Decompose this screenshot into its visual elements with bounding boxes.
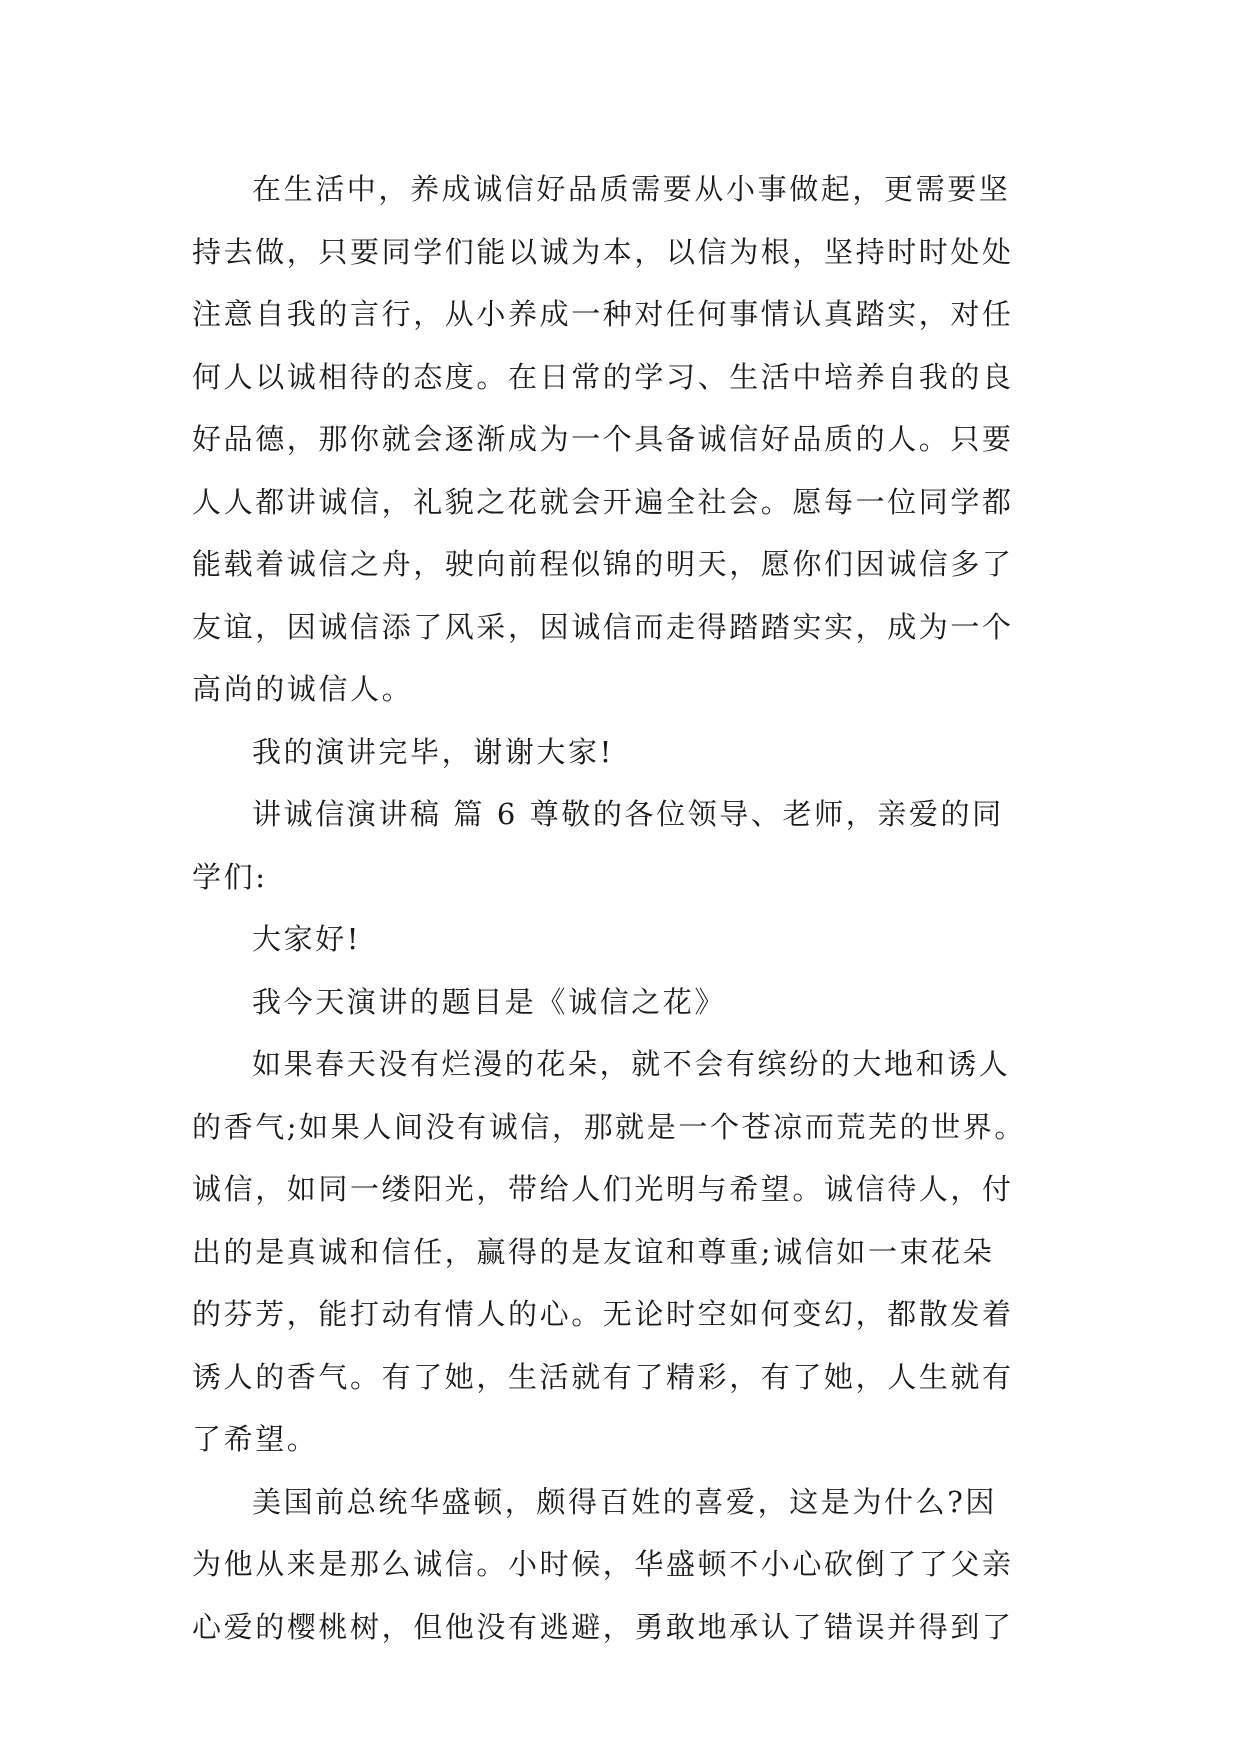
text-line: 心爱的樱桃树，但他没有逃避，勇敢地承认了错误并得到了 bbox=[192, 1609, 1014, 1644]
text-line: 何人以诚相待的态度。在日常的学习、生活中培养自我的良 bbox=[192, 359, 1014, 394]
text-line: 的芬芳，能打动有情人的心。无论时空如何变幻，都散发着 bbox=[192, 1297, 1014, 1331]
document-body bbox=[192, 158, 1050, 1658]
text-line: 人人都讲诚信，礼貌之花就会开遍全社会。愿每一位同学都 bbox=[192, 484, 1014, 519]
text-line: 诚信，如同一缕阳光，带给人们光明与希望。诚信待人，付 bbox=[192, 1172, 1014, 1206]
text-line: 美国前总统华盛顿，颇得百姓的喜爱，这是为什么?因 bbox=[252, 1484, 997, 1519]
text-line: 的香气;如果人间没有诚信，那就是一个苍凉而荒芜的世界。 bbox=[192, 1109, 1026, 1144]
text-line: 为他从来是那么诚信。小时候，华盛顿不小心砍倒了了父亲 bbox=[192, 1547, 1014, 1581]
text-line: 能载着诚信之舟，驶向前程似锦的明天，愿你们因诚信多了 bbox=[192, 547, 1014, 581]
text-line: 了希望。 bbox=[192, 1422, 319, 1456]
text-line: 在生活中，养成诚信好品质需要从小事做起，更需要坚 bbox=[252, 172, 1011, 206]
text-line: 诱人的香气。有了她，生活就有了精彩，有了她，人生就有 bbox=[192, 1359, 1014, 1394]
text-line: 好品德，那你就会逐渐成为一个具备诚信好品质的人。只要 bbox=[192, 422, 1014, 456]
text-line: 注意自我的言行，从小养成一种对任何事情认真踏实，对任 bbox=[192, 297, 1014, 331]
text-line: 讲诚信演讲稿 篇 6 尊敬的各位领导、老师，亲爱的同 bbox=[252, 797, 1004, 831]
text-line: 如果春天没有烂漫的花朵，就不会有缤纷的大地和诱人 bbox=[252, 1047, 1011, 1081]
text-line: 大家好! bbox=[252, 922, 362, 956]
text-line: 学们: bbox=[192, 859, 268, 894]
text-line: 友谊，因诚信添了风采，因诚信而走得踏踏实实，成为一个 bbox=[192, 609, 1014, 644]
text-line: 我的演讲完毕，谢谢大家! bbox=[252, 734, 614, 769]
text-line: 高尚的诚信人。 bbox=[192, 672, 414, 706]
text-line: 我今天演讲的题目是《诚信之花》 bbox=[252, 984, 727, 1019]
text-line: 出的是真诚和信任，赢得的是友谊和尊重;诚信如一束花朵 bbox=[192, 1234, 995, 1269]
text-line: 持去做，只要同学们能以诚为本，以信为根，坚持时时处处 bbox=[192, 234, 1014, 269]
